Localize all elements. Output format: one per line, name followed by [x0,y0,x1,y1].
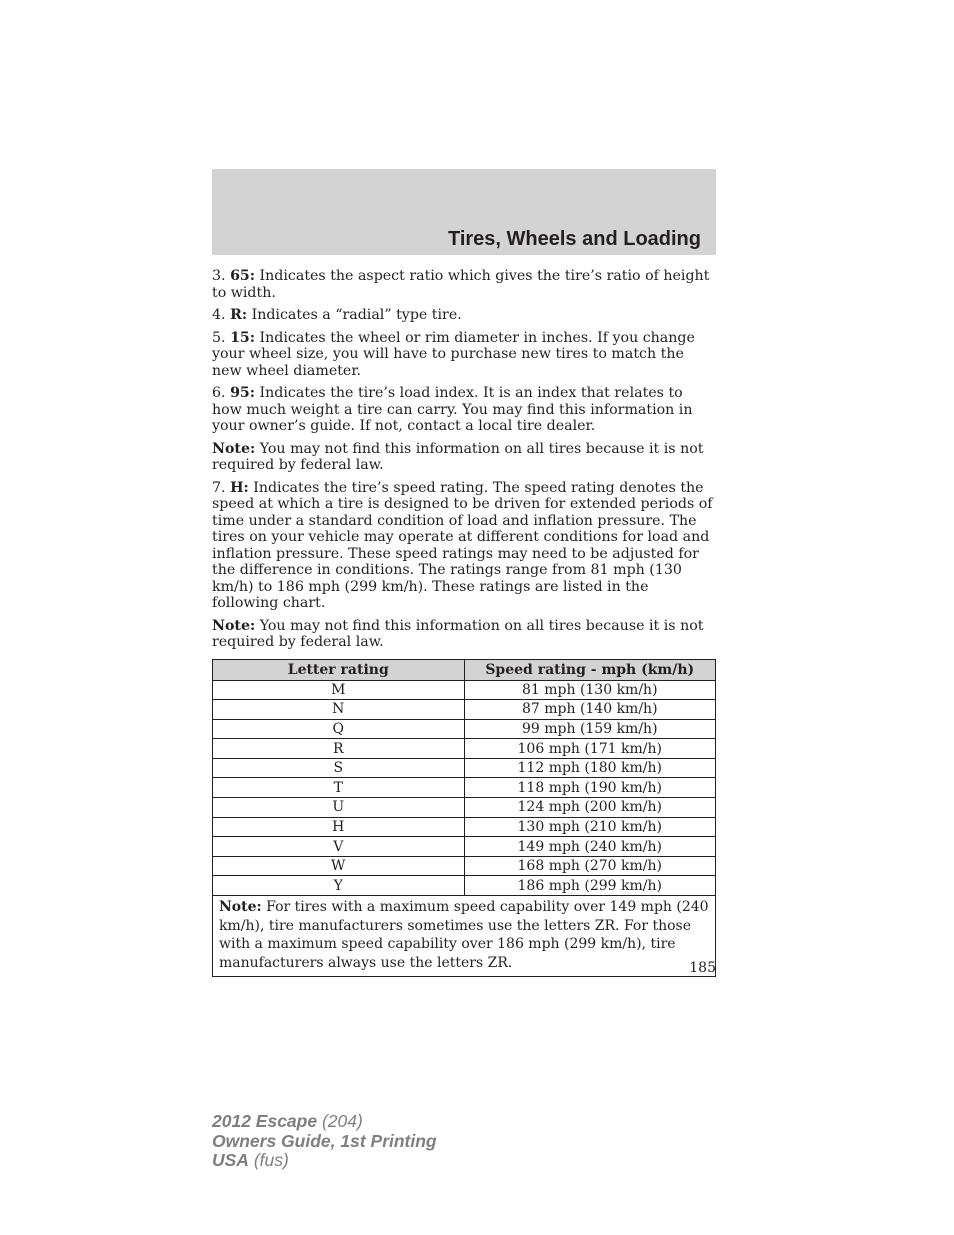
letter-cell: V [213,837,465,857]
speed-cell: 118 mph (190 km/h) [464,778,716,798]
letter-cell: H [213,817,465,837]
letter-cell: Q [213,719,465,739]
speed-cell: 149 mph (240 km/h) [464,837,716,857]
footer-line: 2012 Escape (204) [212,1111,363,1131]
speed-cell: 81 mph (130 km/h) [464,680,716,700]
list-item: 6. 95: Indicates the tire’s load index. It is an index that relates to how much weight a tire can carry. You may find this information in your owner’s guide. If not, contact a local tire dealer. [212,385,693,434]
section-header-band [212,169,716,255]
table-row [213,700,716,720]
table-header-row [213,659,716,680]
letter-cell: S [213,758,465,778]
table-row [213,856,716,876]
table-row [213,758,716,778]
list-item: 3. 65: Indicates the aspect ratio which gives the tire’s ratio of height to width. [212,268,710,301]
column-header: Letter rating [213,659,465,680]
speed-cell: 87 mph (140 km/h) [464,700,716,720]
list-item: 5. 15: Indicates the wheel or rim diameter in inches. If you change your wheel size, you will have to purchase new tires to match the new wheel diameter. [212,329,695,379]
table-row [213,719,716,739]
section-title: Tires, Wheels and Loading [447,228,701,250]
table-row [213,778,716,798]
table-row [213,837,716,857]
speed-cell: 112 mph (180 km/h) [464,758,716,778]
table-note: Note: For tires with a maximum speed capability over 149 mph (240 km/h), tire manufacturers sometimes use the letters ZR. For those with a maximum speed capability over 186 mph (299 km/h), tire manufacturers always use the letters ZR. [213,896,716,977]
table-row [213,817,716,837]
letter-cell: M [213,680,465,700]
letter-cell: U [213,798,465,818]
speed-rating-table [212,659,716,977]
speed-cell: 186 mph (299 km/h) [464,876,716,896]
speed-cell: 99 mph (159 km/h) [464,719,716,739]
table-row [213,680,716,700]
footer-line: Owners Guide, 1st Printing [212,1130,437,1151]
speed-cell: 168 mph (270 km/h) [464,856,716,876]
document-footer [212,1112,437,1171]
list-item: 7. H: Indicates the tire’s speed rating. The speed rating denotes the speed at which a tire is designed to be driven for extended periods of time under a standard condition of load and inflation pressure. The tires on your vehicle may operate at different conditions for load and inflation pressure. These speed ratings may need to be adjusted for the difference in conditions. The ratings range from 81 mph (130 km/h) to 186 mph (299 km/h). These ratings are listed in the following chart. [212,479,713,611]
speed-cell: 130 mph (210 km/h) [464,817,716,837]
list-item: 4. R: Indicates a “radial” type tire. [212,307,462,323]
column-header: Speed rating - mph (km/h) [464,659,716,680]
note-paragraph: Note: You may not find this information on all tires because it is not required by federal law. [212,617,704,650]
table-row [213,739,716,759]
letter-cell: T [213,778,465,798]
letter-cell: W [213,856,465,876]
letter-cell: Y [213,876,465,896]
table-row [213,876,716,896]
page-number: 185 [689,960,716,976]
note-paragraph: Note: You may not find this information on all tires because it is not required by federal law. [212,440,704,473]
speed-cell: 124 mph (200 km/h) [464,798,716,818]
footer-line: USA (fus) [212,1150,289,1170]
table-row [213,798,716,818]
speed-cell: 106 mph (171 km/h) [464,739,716,759]
letter-cell: R [213,739,465,759]
page-content [212,268,716,977]
letter-cell: N [213,700,465,720]
